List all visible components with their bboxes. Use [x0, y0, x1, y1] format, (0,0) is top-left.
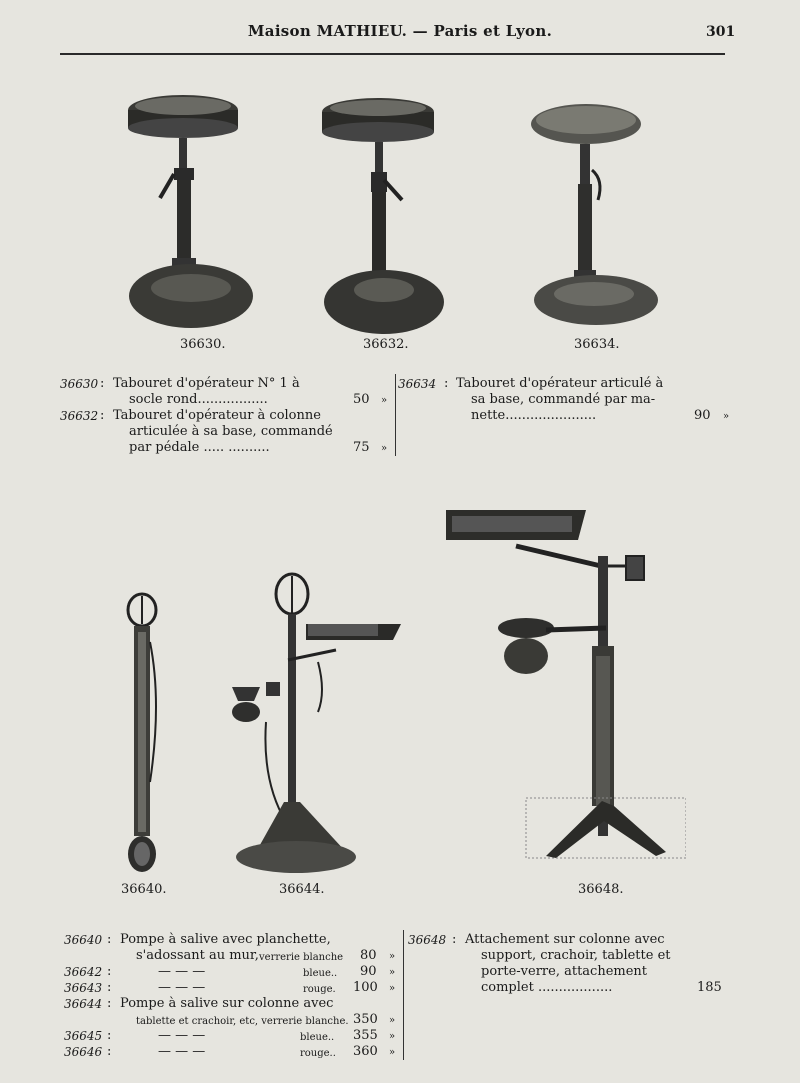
item-description: support, crachoir, tablette et	[481, 948, 671, 963]
item-description: — — —	[158, 964, 206, 979]
item-separator: :	[107, 1028, 112, 1043]
item-description: porte-verre, attachement	[481, 964, 648, 979]
item-separator: :	[100, 376, 105, 391]
stool-36632-illustration	[322, 92, 447, 337]
price-unit: »	[389, 951, 396, 962]
price-unit: »	[389, 983, 396, 994]
item-code: 36632	[60, 409, 99, 423]
item-description: nette......................	[471, 408, 597, 423]
item-variant: bleue..	[303, 968, 338, 979]
item-description: socle rond.................	[129, 392, 268, 407]
price-unit: »	[389, 967, 396, 978]
item-description: Tabouret d'opérateur N° 1 à	[113, 376, 300, 391]
item-description: Tabouret d'opérateur à colonne	[113, 408, 321, 423]
item-price: 350	[353, 1012, 378, 1027]
item-code: 36630	[60, 377, 99, 391]
item-price: 360	[353, 1044, 378, 1059]
item-separator: :	[100, 408, 105, 423]
stool-36630-illustration	[128, 88, 258, 333]
item-variant: tablette et crachoir, etc, verrerie blanche.	[136, 1016, 349, 1027]
item-variant: rouge.	[303, 984, 336, 995]
item-variant: verrerie blanche	[259, 952, 344, 963]
item-code: 36640	[64, 933, 103, 947]
item-description: par pédale ..... ..........	[129, 440, 270, 455]
column-attachment-36648-illustration	[446, 506, 686, 866]
figure-caption-36630: 36630.	[180, 337, 226, 352]
item-price: 90	[360, 964, 377, 979]
item-description: Attachement sur colonne avec	[465, 932, 665, 947]
item-code: 36634	[398, 377, 437, 391]
figure-caption-36648: 36648.	[578, 882, 624, 897]
page-header-title: Maison MATHIEU. — Paris et Lyon.	[247, 22, 553, 40]
item-price: 80	[360, 948, 377, 963]
price-unit: »	[723, 411, 730, 422]
item-price: 100	[353, 980, 378, 995]
price-unit: »	[389, 1031, 396, 1042]
item-description: articulée à sa base, commandé	[129, 424, 333, 439]
figure-caption-36634: 36634.	[574, 337, 620, 352]
header-rule	[60, 53, 725, 55]
item-description: — — —	[158, 1028, 206, 1043]
saliva-pump-wall-36640-illustration	[120, 592, 170, 877]
item-price: 90	[694, 408, 711, 423]
item-description: Pompe à salive avec planchette,	[120, 932, 331, 947]
column-divider	[395, 374, 396, 456]
column-divider	[403, 930, 404, 1060]
item-code: 36648	[408, 933, 447, 947]
item-separator: :	[444, 376, 449, 391]
item-separator: :	[107, 996, 112, 1011]
item-description: — — —	[158, 980, 206, 995]
figure-caption-36640: 36640.	[121, 882, 167, 897]
stool-36634-illustration	[524, 100, 674, 335]
item-separator: :	[107, 1044, 112, 1059]
item-variant: rouge..	[300, 1048, 336, 1059]
figure-caption-36632: 36632.	[363, 337, 409, 352]
item-separator: :	[452, 932, 457, 947]
item-description: complet ..................	[481, 980, 613, 995]
item-description: sa base, commandé par ma-	[471, 392, 656, 407]
item-price: 75	[353, 440, 370, 455]
figure-caption-36644: 36644.	[279, 882, 325, 897]
item-code: 36644	[64, 997, 103, 1011]
page-number: 301	[706, 24, 736, 40]
item-variant: bleue..	[300, 1032, 335, 1043]
item-separator: :	[107, 980, 112, 995]
item-separator: :	[107, 932, 112, 947]
saliva-pump-column-36644-illustration	[226, 572, 411, 877]
price-unit: »	[381, 443, 388, 454]
item-description: Tabouret d'opérateur articulé à	[456, 376, 664, 391]
item-description: s'adossant au mur,	[136, 948, 259, 963]
item-code: 36646	[64, 1045, 103, 1059]
item-code: 36643	[64, 981, 103, 995]
item-code: 36645	[64, 1029, 103, 1043]
item-code: 36642	[64, 965, 103, 979]
price-unit: »	[381, 395, 388, 406]
price-unit: »	[389, 1047, 396, 1058]
item-separator: :	[107, 964, 112, 979]
item-price: 355	[353, 1028, 378, 1043]
price-unit: »	[389, 1015, 396, 1026]
item-description: Pompe à salive sur colonne avec	[120, 996, 334, 1011]
item-description: — — —	[158, 1044, 206, 1059]
item-price: 50	[353, 392, 370, 407]
item-price: 185	[697, 980, 722, 995]
